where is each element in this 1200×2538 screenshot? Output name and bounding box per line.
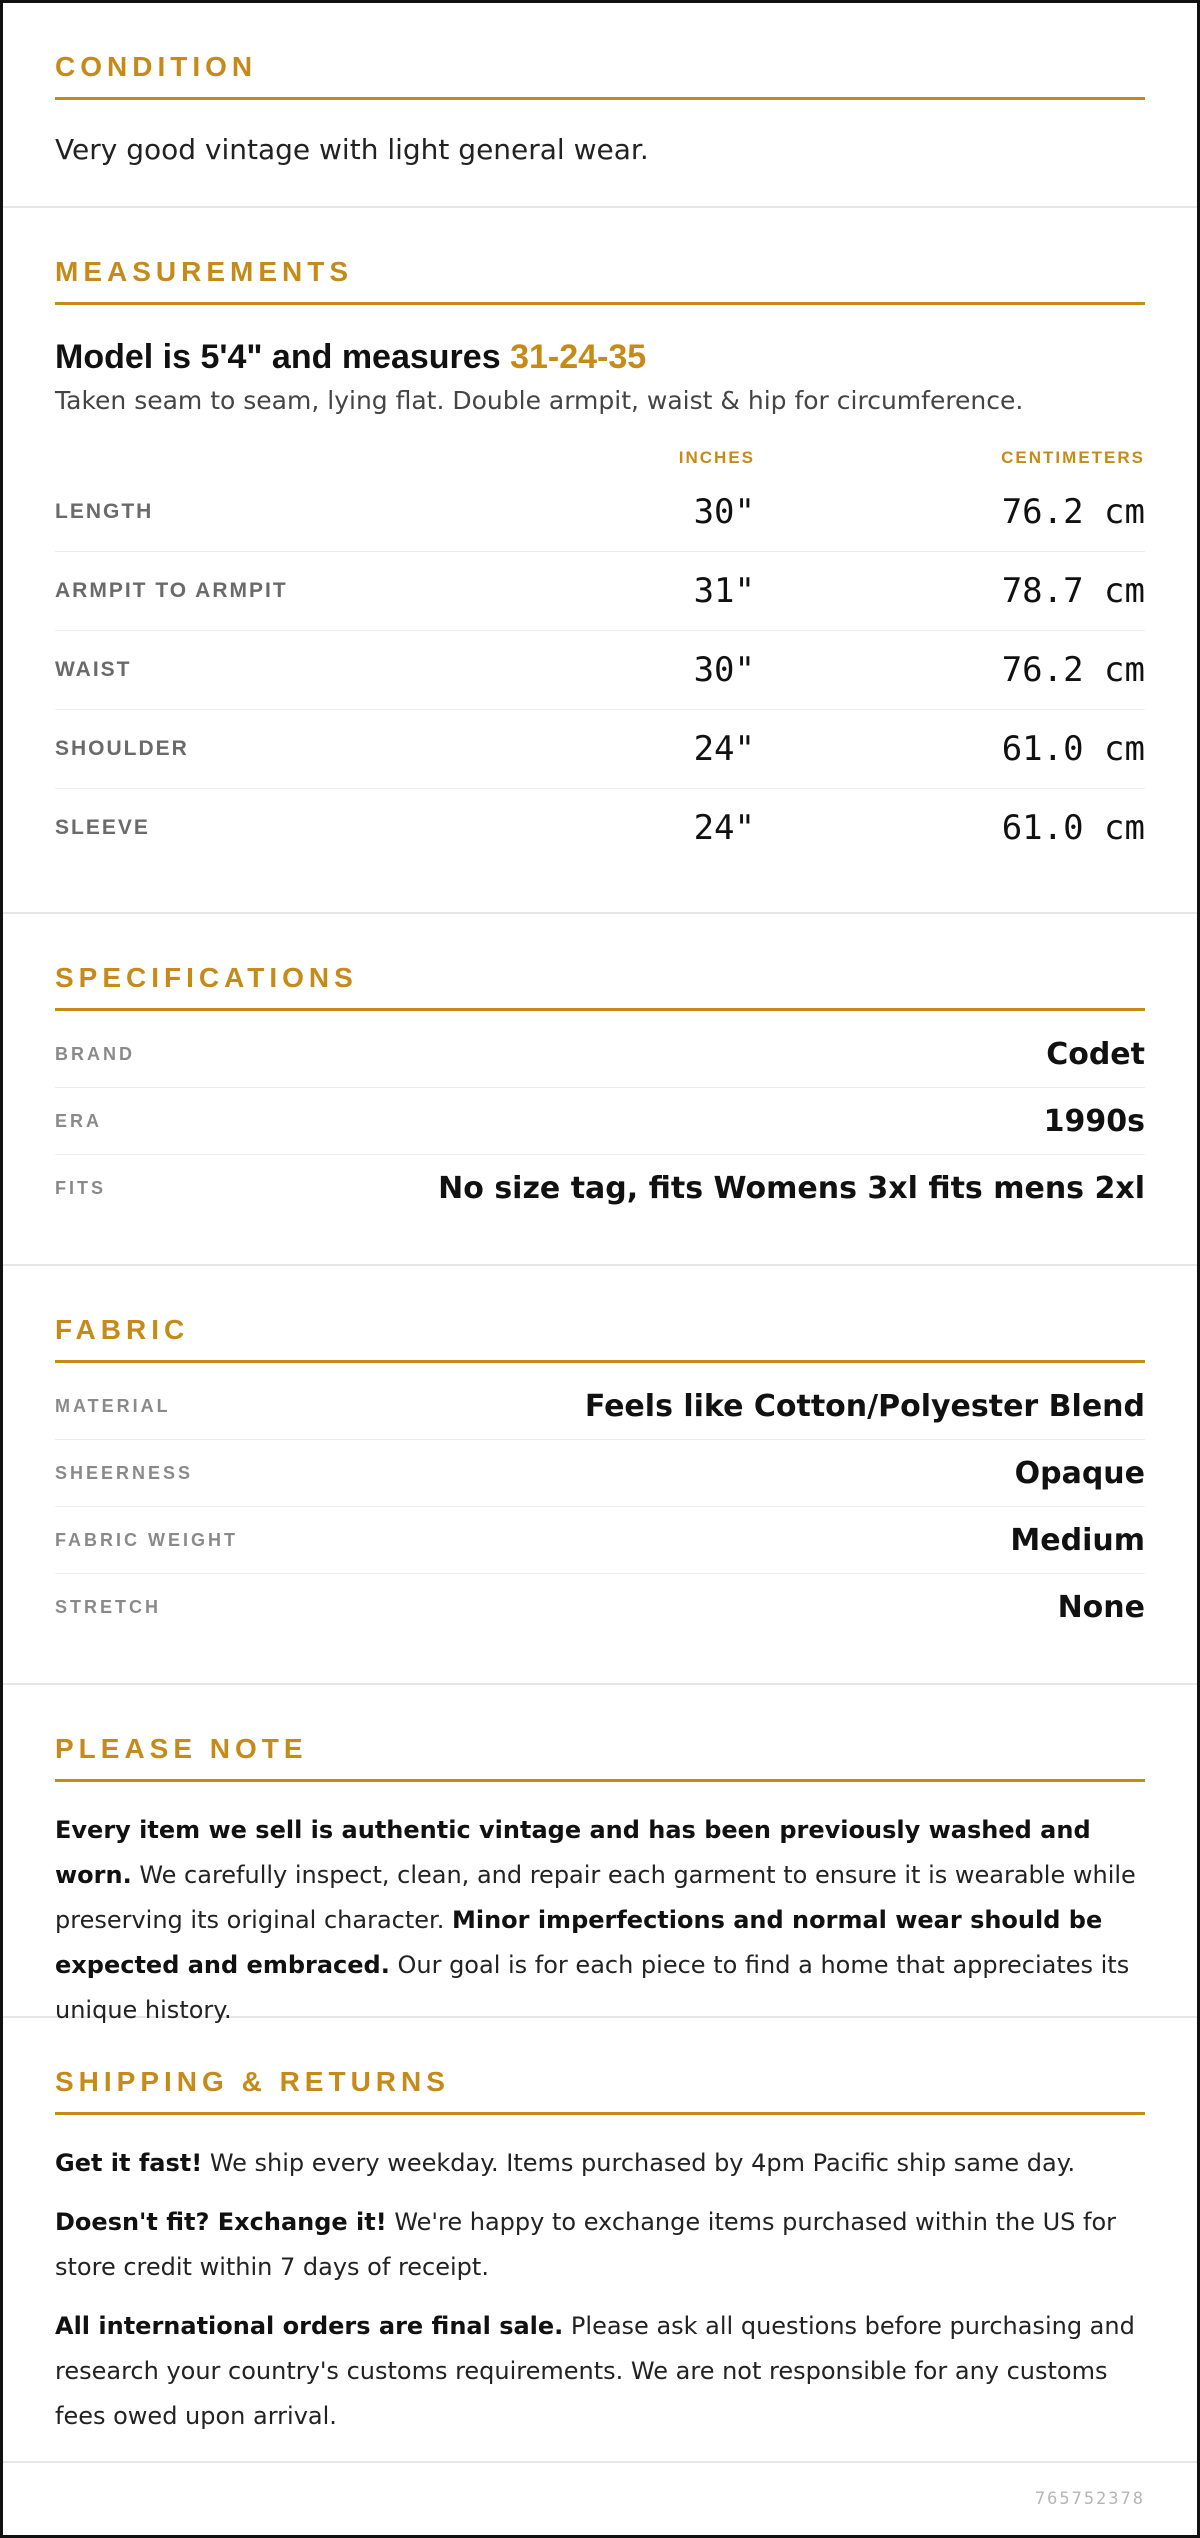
- fabric-row-material: [55, 1373, 1145, 1440]
- condition-text: Very good vintage with light general wear.: [55, 133, 649, 166]
- specifications-section: [3, 914, 1197, 1266]
- measurements-rule: [55, 302, 1145, 305]
- measurement-inches: 30": [693, 650, 755, 690]
- measurement-row-armpit: [55, 552, 1145, 631]
- please-note-text: Every item we sell is authentic vintage and has been previously washed and worn. We carefully inspect, clean, and repair each garment to ensure it is wearable while preserving its original character. Minor imperfections and normal wear should be expected and embraced. Our goal is for each piece to find a home that appreciates its unique history.: [55, 1816, 1136, 2024]
- fabric-list: [55, 1373, 1145, 1640]
- shipping-title: SHIPPING & RETURNS: [55, 2066, 450, 2097]
- model-prefix: Model is 5'4" and measures: [55, 338, 511, 376]
- fabric-key: STRETCH: [55, 1596, 161, 1617]
- spec-key: ERA: [55, 1110, 103, 1131]
- shipping-paragraph-exchange: Doesn't fit? Exchange it! We're happy to exchange items purchased within the US for store credit within 7 days of receipt.: [55, 2208, 1117, 2281]
- spec-key: BRAND: [55, 1043, 135, 1064]
- fabric-key: MATERIAL: [55, 1395, 171, 1416]
- measurement-inches: 24": [693, 808, 755, 848]
- item-id: 765752378: [1034, 2489, 1145, 2509]
- spec-value: 1990s: [1043, 1103, 1145, 1139]
- measurements-title: MEASUREMENTS: [55, 256, 354, 287]
- condition-title: CONDITION: [55, 51, 258, 82]
- condition-section: [3, 3, 1197, 208]
- spec-row-fits: [55, 1155, 1145, 1221]
- fabric-row-stretch: [55, 1574, 1145, 1640]
- fabric-key: SHEERNESS: [55, 1462, 194, 1483]
- fabric-value: Feels like Cotton/Polyester Blend: [584, 1388, 1145, 1424]
- measurement-cm: 78.7 cm: [1001, 571, 1145, 611]
- seam-note: Taken seam to seam, lying flat. Double armpit, waist & hip for circumference.: [55, 386, 1024, 415]
- fabric-key: FABRIC WEIGHT: [55, 1529, 238, 1550]
- please-note-rule: [55, 1779, 1145, 1782]
- shipping-rule: [55, 2112, 1145, 2115]
- measurement-label: SHOULDER: [55, 737, 189, 760]
- measurement-cm: 76.2 cm: [1001, 650, 1145, 690]
- fabric-value: Medium: [1010, 1522, 1145, 1558]
- specifications-title: SPECIFICATIONS: [55, 962, 358, 993]
- fabric-row-weight: [55, 1507, 1145, 1574]
- fabric-value: None: [1057, 1589, 1145, 1625]
- measurement-cm: 61.0 cm: [1001, 729, 1145, 769]
- condition-rule: [55, 97, 1145, 100]
- spec-value: No size tag, fits Womens 3xl fits mens 2xl: [438, 1170, 1145, 1206]
- fabric-title: FABRIC: [55, 1314, 190, 1345]
- please-note-section: [3, 1685, 1197, 2024]
- measurements-section: [3, 208, 1197, 914]
- shipping-paragraph-international: All international orders are final sale. Please ask all questions before purchasing and research your country's customs requirements. We are not responsible for any customs fees owed upon arrival.: [55, 2312, 1135, 2430]
- measurement-inches: 30": [693, 492, 755, 532]
- spec-row-brand: [55, 1021, 1145, 1088]
- measurement-label: SLEEVE: [55, 816, 150, 839]
- spec-value: Codet: [1046, 1036, 1145, 1072]
- measurement-row-waist: [55, 631, 1145, 710]
- measurement-row-sleeve: [55, 789, 1145, 867]
- spec-row-era: [55, 1088, 1145, 1155]
- fabric-section: [3, 1266, 1197, 1685]
- fabric-rule: [55, 1360, 1145, 1363]
- measurements-table: [55, 473, 1145, 867]
- measurement-row-length: [55, 473, 1145, 552]
- model-measurements-line: [55, 335, 1145, 379]
- measurements-header: [55, 443, 1145, 473]
- measurement-label: WAIST: [55, 658, 132, 681]
- shipping-text: [55, 2141, 1145, 2439]
- inches-column-header: INCHES: [678, 448, 755, 467]
- measurement-row-shoulder: [55, 710, 1145, 789]
- measurement-inches: 24": [693, 729, 755, 769]
- measurement-inches: 31": [693, 571, 755, 611]
- centimeters-column-header: CENTIMETERS: [1001, 448, 1145, 467]
- spec-key: FITS: [55, 1177, 106, 1198]
- measurement-cm: 61.0 cm: [1001, 808, 1145, 848]
- fabric-value: Opaque: [1014, 1455, 1145, 1491]
- measurement-label: ARMPIT TO ARMPIT: [55, 579, 288, 602]
- measurement-cm: 76.2 cm: [1001, 492, 1145, 532]
- measurement-label: LENGTH: [55, 500, 154, 523]
- shipping-paragraph-fast: Get it fast! We ship every weekday. Items purchased by 4pm Pacific ship same day.: [55, 2149, 1076, 2177]
- please-note-title: PLEASE NOTE: [55, 1733, 308, 1764]
- specifications-list: [55, 1021, 1145, 1221]
- fabric-row-sheerness: [55, 1440, 1145, 1507]
- shipping-section: [3, 2018, 1197, 2463]
- item-id-footer: [3, 2463, 1197, 2535]
- model-measures-highlight: 31-24-35: [510, 338, 647, 376]
- specifications-rule: [55, 1008, 1145, 1011]
